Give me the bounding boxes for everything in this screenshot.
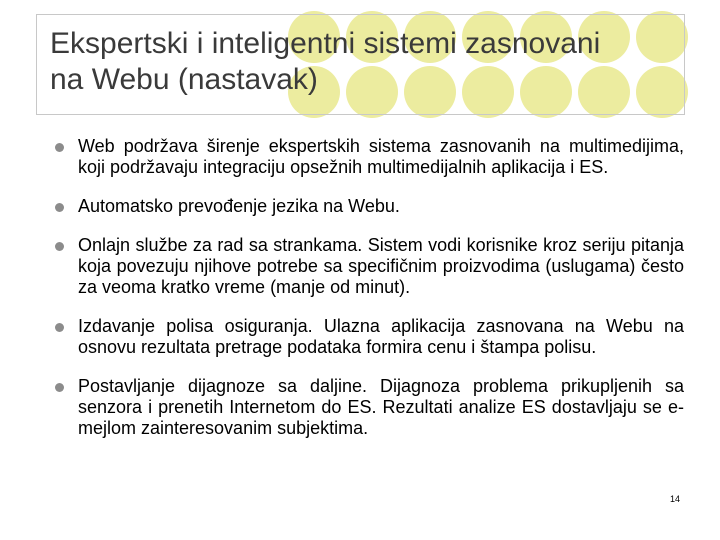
- bullet-dot-icon: [55, 143, 64, 152]
- bullet-item: [54, 376, 684, 439]
- bullet-item: [54, 235, 684, 298]
- bullet-item: [54, 196, 684, 217]
- bullet-text: Izdavanje polisa osiguranja. Ulazna aplikacija zasnovana na Webu na osnovu rezultata pretrage podataka formira cenu i štampa polisu.: [78, 316, 684, 357]
- bullet-dot-icon: [55, 383, 64, 392]
- bullet-list: [54, 136, 684, 457]
- bullet-text: Automatsko prevođenje jezika na Webu.: [78, 196, 400, 216]
- bullet-item: [54, 316, 684, 358]
- bullet-dot-icon: [55, 203, 64, 212]
- bullet-item: [54, 136, 684, 178]
- slide-title: [50, 26, 670, 98]
- slide-title-line-2: na Webu (nastavak): [50, 63, 318, 96]
- bullet-text: Postavljanje dijagnoze sa daljine. Dijagnoza problema prikupljenih sa senzora i prenetih Internetom do ES. Rezultati analize ES dostavljaju se e-mejlom zainteresovanim subjektima.: [78, 376, 684, 438]
- slide-title-line-1: Ekspertski i inteligentni sistemi zasnovani: [50, 27, 601, 60]
- page-number: 14: [669, 494, 680, 504]
- bullet-text: Onlajn službe za rad sa strankama. Sistem vodi korisnike kroz seriju pitanja koja povezuju njihove potrebe sa specifičnim proizvodima (uslugama) često za veoma kratko vreme (manje od minut).: [78, 235, 684, 297]
- bullet-dot-icon: [55, 242, 64, 251]
- bullet-dot-icon: [55, 323, 64, 332]
- bullet-text: Web podržava širenje ekspertskih sistema zasnovanih na multimedijima, koji podržavaju integraciju opsežnih multimedijalnih aplikacija i ES.: [78, 136, 684, 177]
